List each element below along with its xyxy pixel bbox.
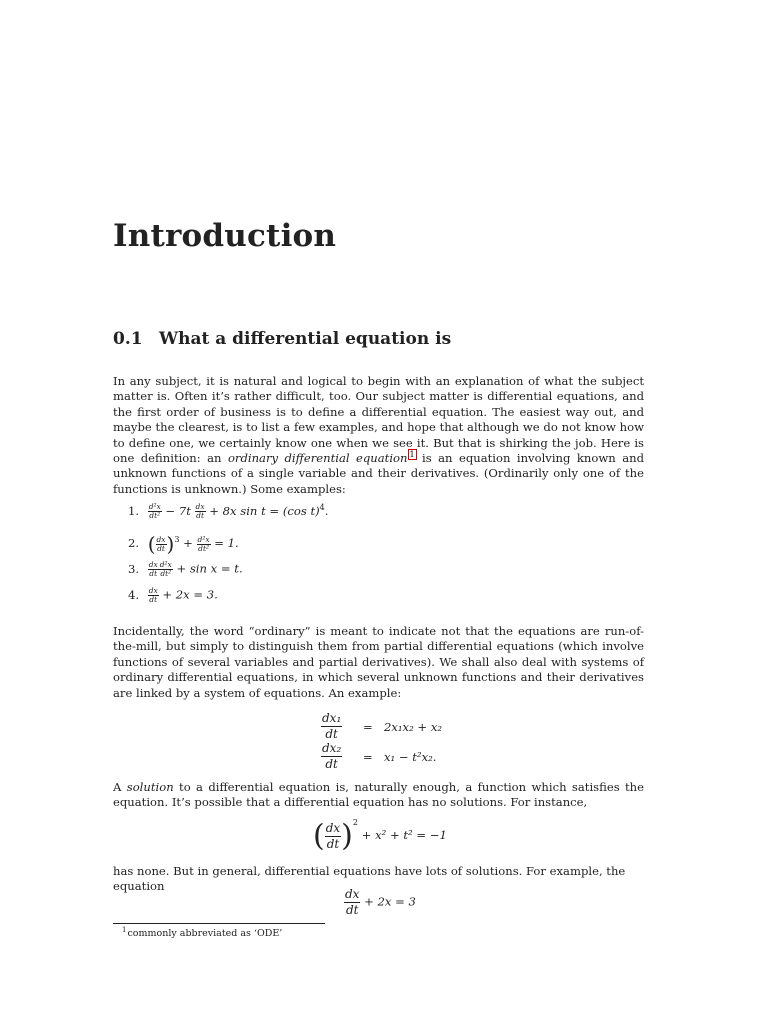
numerator: dx [195,502,205,512]
section-heading [113,329,451,349]
example-number: 3. [128,561,140,576]
numerator: d²x [197,534,210,544]
denominator: dt² [149,511,161,521]
fraction [159,561,173,578]
left-paren: ( [313,818,325,854]
numerator: dx₂ [322,741,342,755]
denominator: dt² [160,569,172,578]
denominator: dt [196,511,204,521]
numerator: d²x [148,502,161,512]
example-item-2 [128,532,239,556]
paragraph-text: to a differential equation is, naturally enough, a function which satisfies the equation. It’s possible that a differential equation has no solutions. For instance, [113,780,644,810]
denominator: dt [325,727,338,741]
numerator: dx₁ [322,711,342,725]
numerator: dx [156,534,166,544]
no-solution-equation [313,818,447,854]
example-item-1 [128,503,328,520]
denominator: dt [149,595,158,604]
denominator: dt [325,757,338,771]
chapter-title: Introduction [113,218,337,254]
numerator: dx [325,820,341,835]
term-ode: ordinary differential equation [227,451,408,466]
right-paren: ) [166,532,175,556]
equation-rhs: x₁ − t²x₂. [384,750,437,764]
fraction [197,536,211,553]
math-text: + sin x = t. [172,561,243,576]
footnote-link[interactable]: 1 [409,450,415,460]
term-solution: solution [126,780,174,794]
denominator: dt [149,569,158,578]
fraction [148,561,159,578]
section-title: What a differential equation is [159,329,452,349]
footnote-divider [113,923,325,924]
math-text: + 2x = 3. [158,587,218,602]
right-paren: ) [341,818,353,854]
denominator: dt [326,836,340,851]
left-paren: ( [147,532,156,556]
final-equation [344,887,416,918]
footnote [122,926,282,939]
fraction [321,711,342,742]
example-item-3 [128,561,243,578]
example-number: 4. [128,587,140,602]
exponent: 2 [352,818,358,827]
math-text: + 8x sin t = (cos t) [205,503,320,518]
exponent: 3 [174,535,180,545]
math-text: − 7t [161,503,191,518]
footnote-number: 1 [122,926,127,934]
math-text: = 1. [210,536,239,550]
example-number: 2. [128,536,140,550]
example-item-4 [128,587,218,604]
denominator: dt [157,543,165,553]
equation-rhs: 2x₁x₂ + x₂ [384,720,443,734]
fraction [148,587,159,604]
paragraph-text: is an equation involving known and unknown functions of a single variable and their derivatives. (Ordinarily only one of the functions is unknown.) Some examples: [113,451,644,496]
paragraph-text: In any subject, it is natural and logical to begin with an explanation of what the subject matter is. Often it’s rather difficult, too. Our subject matter is differential equations, and the first order of business is to define a differential equation. The easiest way out, and maybe the clearest, is to list a few examples, and hope that although we do not know how to define one, we certainly know one when we see it. But that is shirking the job. Here is one definition: an [113,374,644,466]
denominator: dt [345,903,359,917]
has-none-paragraph: has none. But in general, differential equations have lots of solutions. For example, the equation [113,864,626,894]
solution-paragraph [113,780,644,811]
system-of-equations [321,711,481,773]
intro-paragraph [113,374,644,497]
fraction [148,503,162,520]
example-number: 1. [128,503,140,518]
equation-rest: + 2x = 3 [360,894,416,909]
math-text: + [179,536,197,550]
system-row-1 [321,711,443,742]
numerator: dx [148,560,158,569]
footnote-text: commonly abbreviated as ‘ODE’ [127,928,283,940]
numerator: dx [148,586,158,595]
numerator: dx [345,887,360,901]
denominator: dt² [198,543,209,553]
section-number: 0.1 [113,329,143,349]
system-row-2 [321,741,437,772]
equals-sign: = [363,720,373,734]
fraction [156,536,167,553]
equals-sign: = [363,750,373,764]
fraction [325,821,341,852]
exponent: 4 [319,503,325,512]
equation-rest: + x² + t² = −1 [357,828,447,842]
fraction [195,503,206,520]
ordinary-paragraph: Incidentally, the word “ordinary” is meant to indicate not that the equations are run-of-the-mill, but simply to distinguish them from partial differential equations (which involve functions of several variables and partial derivatives). We shall also deal with systems of ordinary differential equations, in which several unknown functions and their derivatives are linked by a system of equations. An example: [113,624,644,700]
math-text: . [324,503,329,518]
fraction [321,741,342,772]
fraction [344,887,360,918]
numerator: d²x [159,560,172,569]
paragraph-text: A [113,780,127,794]
